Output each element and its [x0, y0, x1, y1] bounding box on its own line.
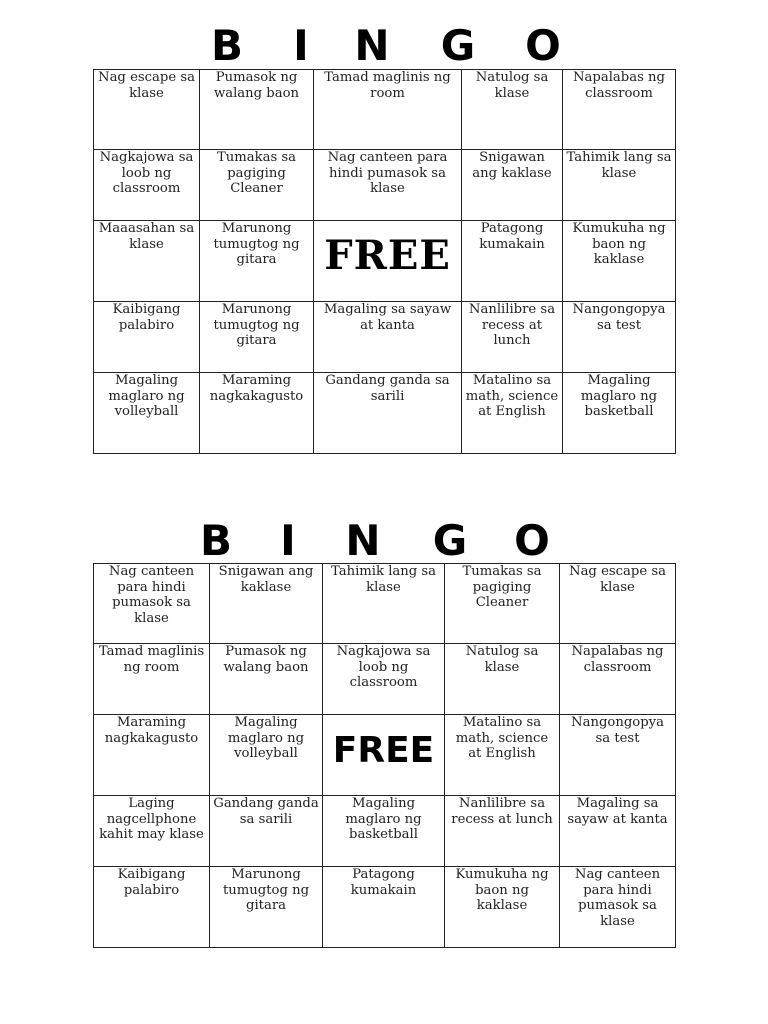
- bingo-cell[interactable]: Nag escape sa klase: [94, 70, 200, 150]
- bingo-cell[interactable]: Marunong tumugtog ng gitara: [210, 867, 323, 948]
- bingo-cell[interactable]: Magaling sa sayaw at kanta: [560, 796, 676, 867]
- grid-row: [94, 715, 676, 796]
- bingo-cell[interactable]: Patagong kumakain: [323, 867, 445, 948]
- bingo-cell[interactable]: Natulog sa klase: [445, 644, 560, 715]
- bingo-cell[interactable]: Nag escape sa klase: [560, 564, 676, 644]
- bingo-grid: [93, 69, 676, 454]
- bingo-grid: [93, 563, 676, 948]
- bingo-cell[interactable]: Magaling sa sayaw at kanta: [314, 302, 462, 373]
- bingo-cell[interactable]: Nagkajowa sa loob ng classroom: [323, 644, 445, 715]
- bingo-cell[interactable]: Kumukuha ng baon ng kaklase: [563, 221, 676, 302]
- title-letter: O: [525, 21, 561, 70]
- bingo-cell[interactable]: Magaling maglaro ng basketball: [323, 796, 445, 867]
- bingo-cell[interactable]: Gandang ganda sa sarili: [314, 373, 462, 454]
- bingo-cell[interactable]: Magaling maglaro ng volleyball: [94, 373, 200, 454]
- bingo-cell[interactable]: Nangongopya sa test: [563, 302, 676, 373]
- bingo-cell[interactable]: Pumasok ng walang baon: [200, 70, 314, 150]
- bingo-cell[interactable]: Tahimik lang sa klase: [323, 564, 445, 644]
- free-space-cell[interactable]: [314, 221, 462, 302]
- title-letter: B: [199, 516, 233, 565]
- bingo-cell[interactable]: Kumukuha ng baon ng kaklase: [445, 867, 560, 948]
- bingo-cell[interactable]: Maraming nagkakagusto: [200, 373, 314, 454]
- bingo-cell[interactable]: Matalino sa math, science at English: [445, 715, 560, 796]
- bingo-cell[interactable]: Nag canteen para hindi pumasok sa klase: [560, 867, 676, 948]
- free-space-cell[interactable]: [323, 715, 445, 796]
- grid-row: [94, 373, 676, 454]
- title-letter: N: [354, 21, 390, 70]
- bingo-cell[interactable]: Napalabas ng classroom: [560, 644, 676, 715]
- title-letter: I: [293, 21, 309, 70]
- bingo-cell[interactable]: Kaibigang palabiro: [94, 302, 200, 373]
- bingo-title: [93, 22, 675, 70]
- grid-row: [94, 221, 676, 302]
- bingo-cell[interactable]: Nag canteen para hindi pumasok sa klase: [94, 564, 210, 644]
- bingo-cell[interactable]: Tamad maglinis ng room: [94, 644, 210, 715]
- grid-row: [94, 564, 676, 644]
- bingo-cell[interactable]: Marunong tumugtog ng gitara: [200, 221, 314, 302]
- bingo-cell[interactable]: Maraming nagkakagusto: [94, 715, 210, 796]
- bingo-cell[interactable]: Maaasahan sa klase: [94, 221, 200, 302]
- bingo-cell[interactable]: Pumasok ng walang baon: [210, 644, 323, 715]
- bingo-cell[interactable]: Tumakas sa pagiging Cleaner: [445, 564, 560, 644]
- title-letter: O: [514, 516, 550, 565]
- bingo-cell[interactable]: Patagong kumakain: [462, 221, 563, 302]
- grid-row: [94, 796, 676, 867]
- bingo-cell[interactable]: Nanlilibre sa recess at lunch: [445, 796, 560, 867]
- title-letter: B: [210, 21, 244, 70]
- bingo-cell[interactable]: Tamad maglinis ng room: [314, 70, 462, 150]
- title-letter: I: [280, 516, 296, 565]
- grid-row: [94, 70, 676, 150]
- free-space-label: FREE: [324, 232, 451, 280]
- bingo-cell[interactable]: Tumakas sa pagiging Cleaner: [200, 150, 314, 221]
- bingo-cell[interactable]: Nanlilibre sa recess at lunch: [462, 302, 563, 373]
- bingo-cell[interactable]: Marunong tumugtog ng gitara: [200, 302, 314, 373]
- bingo-cell[interactable]: Nagkajowa sa loob ng classroom: [94, 150, 200, 221]
- bingo-cell[interactable]: Matalino sa math, science at English: [462, 373, 563, 454]
- bingo-cell[interactable]: Gandang ganda sa sarili: [210, 796, 323, 867]
- title-letter: G: [440, 21, 476, 70]
- free-space-label: FREE: [332, 730, 435, 772]
- title-letter: G: [432, 516, 468, 565]
- bingo-cell[interactable]: Nangongopya sa test: [560, 715, 676, 796]
- bingo-cell[interactable]: Tahimik lang sa klase: [563, 150, 676, 221]
- bingo-title: [93, 517, 675, 565]
- bingo-cell[interactable]: Magaling maglaro ng volleyball: [210, 715, 323, 796]
- bingo-card-1: [93, 22, 675, 454]
- title-letter: N: [345, 516, 381, 565]
- grid-row: [94, 302, 676, 373]
- grid-row: [94, 644, 676, 715]
- bingo-cell[interactable]: Snigawan ang kaklase: [462, 150, 563, 221]
- bingo-cell[interactable]: Kaibigang palabiro: [94, 867, 210, 948]
- bingo-cell[interactable]: Nag canteen para hindi pumasok sa klase: [314, 150, 462, 221]
- bingo-card-2: [93, 517, 675, 949]
- bingo-cell[interactable]: Napalabas ng classroom: [563, 70, 676, 150]
- bingo-cell[interactable]: Natulog sa klase: [462, 70, 563, 150]
- bingo-cell[interactable]: Magaling maglaro ng basketball: [563, 373, 676, 454]
- grid-row: [94, 150, 676, 221]
- bingo-cell[interactable]: Snigawan ang kaklase: [210, 564, 323, 644]
- bingo-cell[interactable]: Laging nagcellphone kahit may klase: [94, 796, 210, 867]
- grid-row: [94, 867, 676, 948]
